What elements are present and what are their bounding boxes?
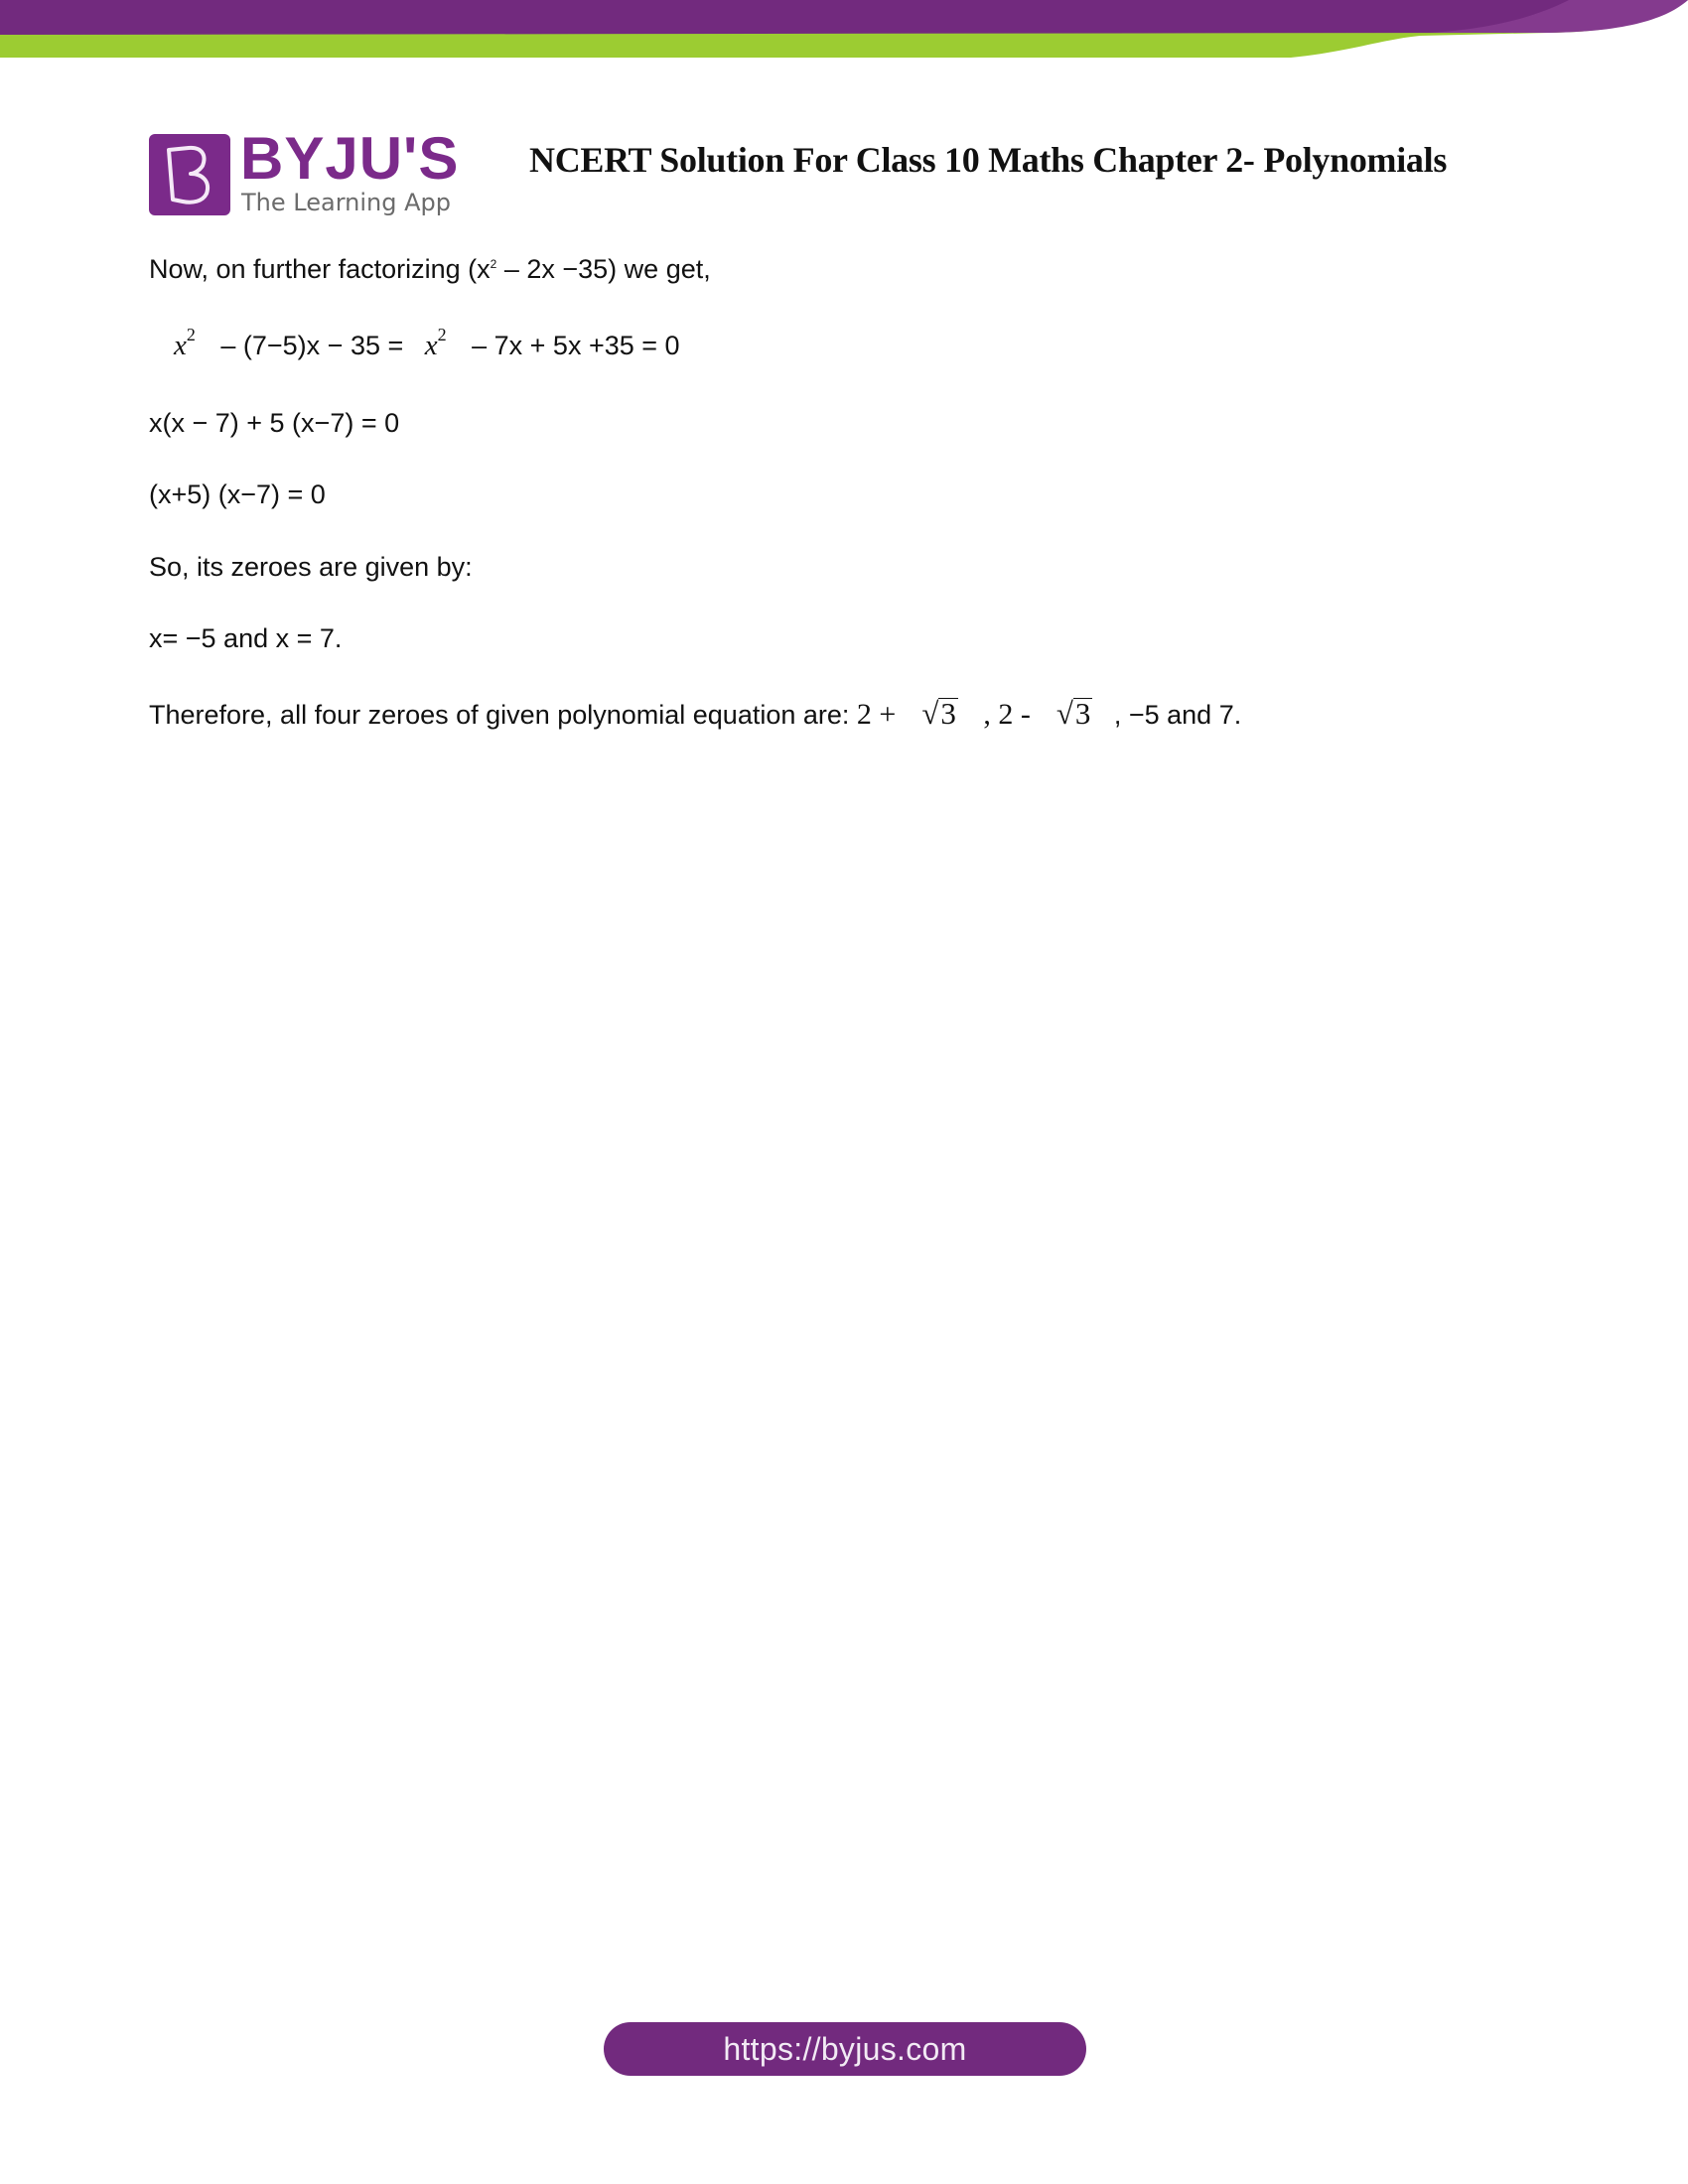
text-segment: Therefore, all four zeroes of given polynomial equation are: — [149, 700, 857, 730]
radicand: 3 — [940, 696, 956, 731]
equation-roots: x= −5 and x = 7. — [149, 623, 343, 653]
text-segment: – 2x −35) we get, — [496, 254, 711, 284]
equation-expansion — [174, 325, 680, 364]
math-variable: x — [174, 330, 187, 361]
math-term: 2 + — [856, 698, 897, 731]
math-variable: x — [424, 330, 438, 361]
superscript: 2 — [186, 325, 196, 344]
equation-grouping: x(x − 7) + 5 (x−7) = 0 — [149, 408, 400, 438]
text-segment: – (7−5)x − 35 = — [212, 331, 411, 360]
byjus-logo — [149, 125, 460, 221]
equation-factored: (x+5) (x−7) = 0 — [149, 479, 326, 509]
superscript: 2 — [490, 257, 497, 271]
text-zeroes-intro: So, its zeroes are given by: — [149, 552, 473, 582]
math-term: 2 - — [998, 698, 1031, 731]
sqrt-expression: √3 — [1055, 696, 1091, 731]
page-title: NCERT Solution For Class 10 Maths Chapter 2- Polynomials — [529, 140, 1448, 180]
text-segment: Now, on further factorizing (x — [149, 254, 491, 284]
radicand: 3 — [1074, 696, 1091, 731]
brand-name: BYJU'S — [240, 125, 460, 192]
sqrt-expression: √3 — [921, 696, 956, 731]
b-letter-icon — [163, 144, 216, 205]
footer-link[interactable]: https://byjus.com — [723, 2030, 967, 2067]
separator: , — [975, 698, 999, 731]
header-decorative-band — [0, 0, 1688, 60]
superscript: 2 — [437, 325, 447, 344]
text-segment: , −5 and 7. — [1106, 700, 1242, 730]
text-conclusion — [149, 698, 1241, 731]
footer-url-pill[interactable] — [604, 2022, 1086, 2076]
brand-tagline: The Learning App — [241, 189, 451, 216]
logo-mark — [149, 134, 230, 215]
text-segment: – 7x + 5x +35 = 0 — [464, 331, 680, 360]
text-line-factorizing — [149, 253, 711, 290]
